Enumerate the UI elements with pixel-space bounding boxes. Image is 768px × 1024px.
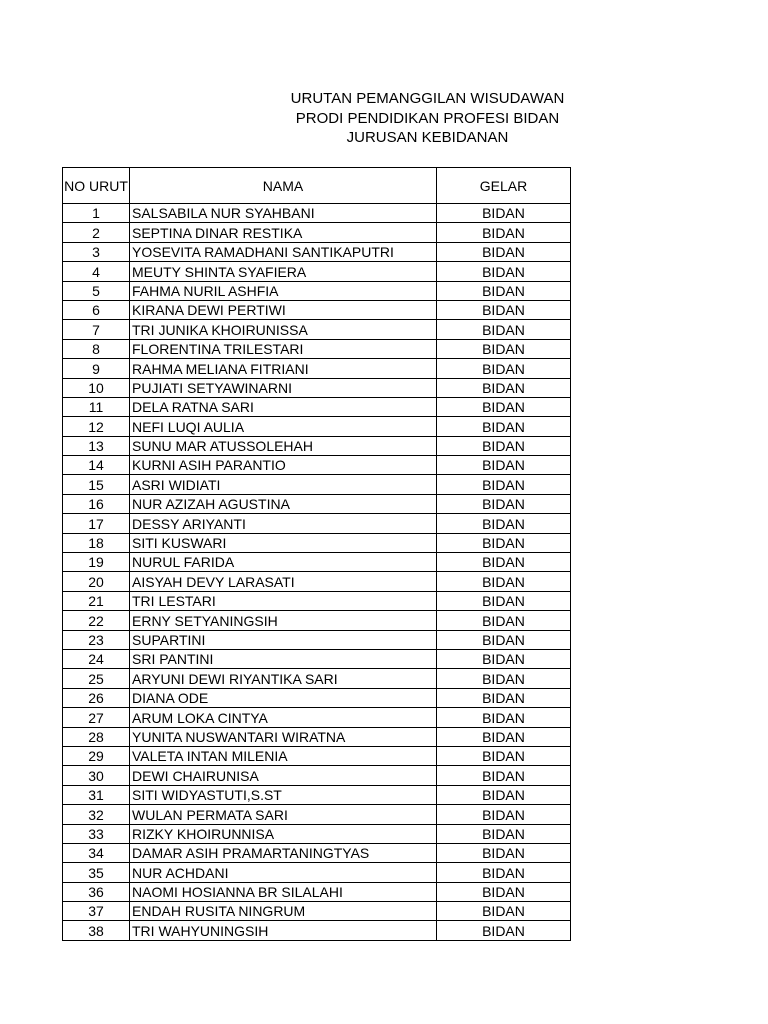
row-name: NUR AZIZAH AGUSTINA [130, 494, 437, 513]
row-title: BIDAN [437, 417, 571, 436]
document-title [270, 89, 585, 148]
row-number: 32 [63, 805, 130, 824]
row-number: 38 [63, 921, 130, 940]
row-name: YOSEVITA RAMADHANI SANTIKAPUTRI [130, 242, 437, 261]
row-title: BIDAN [437, 882, 571, 901]
row-name: DIANA ODE [130, 688, 437, 707]
row-title: BIDAN [437, 649, 571, 668]
row-title: BIDAN [437, 708, 571, 727]
table-row [63, 359, 571, 378]
row-title: BIDAN [437, 320, 571, 339]
row-title: BIDAN [437, 553, 571, 572]
row-title: BIDAN [437, 533, 571, 552]
row-number: 11 [63, 397, 130, 416]
row-title: BIDAN [437, 223, 571, 242]
row-number: 20 [63, 572, 130, 591]
row-name: ERNY SETYANINGSIH [130, 611, 437, 630]
row-name: NUR ACHDANI [130, 863, 437, 882]
table-row [63, 805, 571, 824]
row-title: BIDAN [437, 766, 571, 785]
row-name: KIRANA DEWI PERTIWI [130, 300, 437, 319]
row-number: 31 [63, 785, 130, 804]
row-name: AISYAH DEVY LARASATI [130, 572, 437, 591]
row-name: SITI KUSWARI [130, 533, 437, 552]
table-row [63, 223, 571, 242]
row-name: NAOMI HOSIANNA BR SILALAHI [130, 882, 437, 901]
row-number: 22 [63, 611, 130, 630]
row-title: BIDAN [437, 630, 571, 649]
row-name: DELA RATNA SARI [130, 397, 437, 416]
row-name: WULAN PERMATA SARI [130, 805, 437, 824]
row-number: 1 [63, 204, 130, 223]
row-title: BIDAN [437, 727, 571, 746]
row-title: BIDAN [437, 339, 571, 358]
row-title: BIDAN [437, 378, 571, 397]
row-number: 24 [63, 649, 130, 668]
row-number: 27 [63, 708, 130, 727]
row-name: KURNI ASIH PARANTIO [130, 456, 437, 475]
table-row [63, 921, 571, 940]
row-number: 15 [63, 475, 130, 494]
row-number: 9 [63, 359, 130, 378]
row-title: BIDAN [437, 514, 571, 533]
row-title: BIDAN [437, 824, 571, 843]
table-row [63, 746, 571, 765]
row-number: 14 [63, 456, 130, 475]
table-row [63, 863, 571, 882]
table-row [63, 339, 571, 358]
row-number: 3 [63, 242, 130, 261]
row-title: BIDAN [437, 397, 571, 416]
table-row [63, 688, 571, 707]
column-header-nama: NAMA [130, 168, 437, 204]
row-name: MEUTY SHINTA SYAFIERA [130, 262, 437, 281]
row-title: BIDAN [437, 843, 571, 862]
row-number: 36 [63, 882, 130, 901]
row-name: PUJIATI SETYAWINARNI [130, 378, 437, 397]
row-name: ENDAH RUSITA NINGRUM [130, 902, 437, 921]
row-title: BIDAN [437, 436, 571, 455]
row-title: BIDAN [437, 805, 571, 824]
row-name: SUPARTINI [130, 630, 437, 649]
row-title: BIDAN [437, 611, 571, 630]
row-number: 23 [63, 630, 130, 649]
row-title: BIDAN [437, 863, 571, 882]
row-name: FLORENTINA TRILESTARI [130, 339, 437, 358]
row-number: 34 [63, 843, 130, 862]
row-title: BIDAN [437, 785, 571, 804]
table-row [63, 514, 571, 533]
row-number: 30 [63, 766, 130, 785]
table-row [63, 475, 571, 494]
row-name: SITI WIDYASTUTI,S.ST [130, 785, 437, 804]
table-row [63, 378, 571, 397]
row-number: 25 [63, 669, 130, 688]
row-title: BIDAN [437, 494, 571, 513]
row-name: YUNITA NUSWANTARI WIRATNA [130, 727, 437, 746]
row-name: RAHMA MELIANA FITRIANI [130, 359, 437, 378]
table-row [63, 320, 571, 339]
row-title: BIDAN [437, 359, 571, 378]
table-row [63, 824, 571, 843]
row-title: BIDAN [437, 475, 571, 494]
row-name: TRI JUNIKA KHOIRUNISSA [130, 320, 437, 339]
row-number: 35 [63, 863, 130, 882]
row-number: 10 [63, 378, 130, 397]
table-row [63, 553, 571, 572]
row-number: 4 [63, 262, 130, 281]
row-number: 28 [63, 727, 130, 746]
row-number: 16 [63, 494, 130, 513]
table-row [63, 708, 571, 727]
row-name: DEWI CHAIRUNISA [130, 766, 437, 785]
row-number: 13 [63, 436, 130, 455]
row-name: SUNU MAR ATUSSOLEHAH [130, 436, 437, 455]
row-number: 18 [63, 533, 130, 552]
table-row [63, 649, 571, 668]
row-number: 2 [63, 223, 130, 242]
row-number: 12 [63, 417, 130, 436]
row-number: 6 [63, 300, 130, 319]
table-row [63, 591, 571, 610]
table-row [63, 204, 571, 223]
row-number: 5 [63, 281, 130, 300]
table-row [63, 669, 571, 688]
row-title: BIDAN [437, 262, 571, 281]
row-name: SALSABILA NUR SYAHBANI [130, 204, 437, 223]
table-row [63, 242, 571, 261]
table-row [63, 397, 571, 416]
table-row [63, 630, 571, 649]
row-title: BIDAN [437, 300, 571, 319]
table-row [63, 417, 571, 436]
table-row [63, 262, 571, 281]
table-row [63, 843, 571, 862]
row-title: BIDAN [437, 572, 571, 591]
table-row [63, 572, 571, 591]
row-number: 33 [63, 824, 130, 843]
title-line-1: URUTAN PEMANGGILAN WISUDAWAN [290, 90, 565, 107]
row-name: FAHMA NURIL ASHFIA [130, 281, 437, 300]
row-title: BIDAN [437, 921, 571, 940]
row-number: 19 [63, 553, 130, 572]
row-name: NURUL FARIDA [130, 553, 437, 572]
row-name: NEFI LUQI AULIA [130, 417, 437, 436]
column-header-no-urut: NO URUT [63, 168, 130, 204]
row-title: BIDAN [437, 456, 571, 475]
table-row [63, 436, 571, 455]
row-number: 26 [63, 688, 130, 707]
row-number: 8 [63, 339, 130, 358]
row-title: BIDAN [437, 902, 571, 921]
table-header-row [63, 168, 571, 204]
row-number: 17 [63, 514, 130, 533]
row-name: TRI WAHYUNINGSIH [130, 921, 437, 940]
row-number: 29 [63, 746, 130, 765]
table-row [63, 533, 571, 552]
row-name: TRI LESTARI [130, 591, 437, 610]
row-name: ARUM LOKA CINTYA [130, 708, 437, 727]
row-title: BIDAN [437, 242, 571, 261]
table-row [63, 766, 571, 785]
row-name: SEPTINA DINAR RESTIKA [130, 223, 437, 242]
row-name: ASRI WIDIATI [130, 475, 437, 494]
row-number: 7 [63, 320, 130, 339]
table-row [63, 300, 571, 319]
graduate-table [62, 167, 571, 941]
title-line-2: PRODI PENDIDIKAN PROFESI BIDAN [295, 109, 560, 127]
row-title: BIDAN [437, 688, 571, 707]
table-row [63, 281, 571, 300]
row-title: BIDAN [437, 204, 571, 223]
row-number: 21 [63, 591, 130, 610]
row-title: BIDAN [437, 746, 571, 765]
table-row [63, 882, 571, 901]
row-title: BIDAN [437, 669, 571, 688]
row-title: BIDAN [437, 281, 571, 300]
table-row [63, 611, 571, 630]
row-name: VALETA INTAN MILENIA [130, 746, 437, 765]
row-title: BIDAN [437, 591, 571, 610]
table-row [63, 727, 571, 746]
column-header-gelar: GELAR [437, 168, 571, 204]
row-name: SRI PANTINI [130, 649, 437, 668]
table-row [63, 456, 571, 475]
row-name: DESSY ARIYANTI [130, 514, 437, 533]
table-row [63, 785, 571, 804]
row-name: RIZKY KHOIRUNNISA [130, 824, 437, 843]
row-number: 37 [63, 902, 130, 921]
title-line-3: JURUSAN KEBIDANAN [346, 129, 509, 146]
row-name: ARYUNI DEWI RIYANTIKA SARI [130, 669, 437, 688]
table-row [63, 494, 571, 513]
row-name: DAMAR ASIH PRAMARTANINGTYAS [130, 843, 437, 862]
table-row [63, 902, 571, 921]
